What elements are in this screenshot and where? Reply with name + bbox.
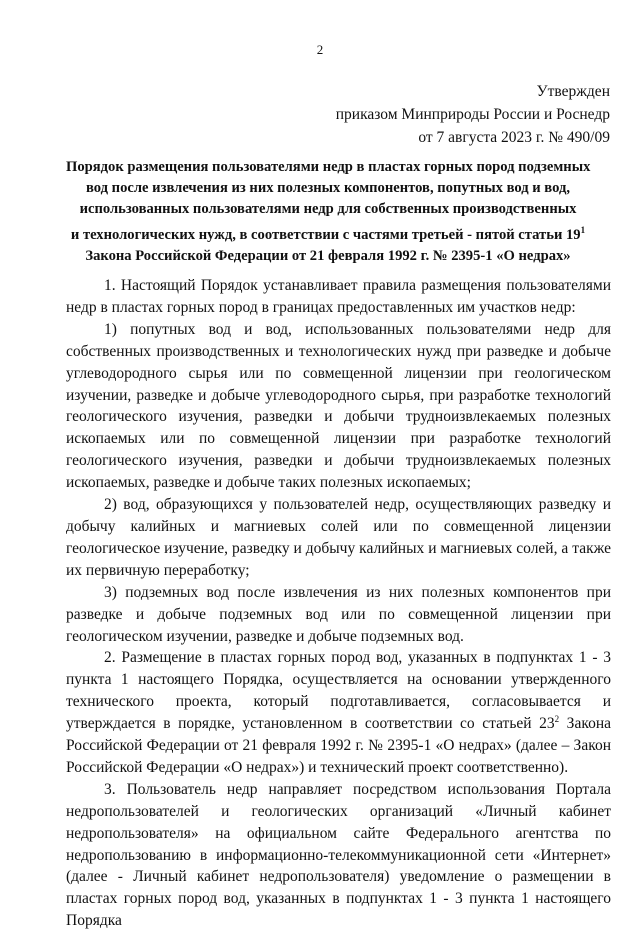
approval-line-2: приказом Минприроды России и Роснедр — [335, 106, 610, 123]
title-line-2: вод после извлечения из них полезных компонентов, попутных вод и вод, — [85, 180, 570, 196]
title-line-4 — [66, 220, 590, 246]
paragraph-2-superscript: 2 — [554, 714, 560, 725]
paragraph-1: 1. Настоящий Порядок устанавливает правила размещения пользователями недр в пластах горных пород в границах предоставленных им участков недр: — [66, 277, 611, 316]
paragraph-2-text-b: Закона Российской Федерации от 21 февраля 1992 г. № 2395-1 «О недрах» (далее – Закон Российской Федерации «О недрах») и технический проект соответственно). — [66, 715, 611, 776]
title-line-3: использованных пользователями недр для собственных производственных — [79, 201, 577, 217]
paragraph-3: 3. Пользователь недр направляет посредством использования Портала недропользователей и геологических организаций «Личный кабинет недропользователя» на официальном сайте Федерального агентства по недропользованию в информационно-телекоммуникационной сети «Интернет» (далее - Личный кабинет недропользователя) уведомление о размещении в пластах горных пород вод, указанных в подпунктах 1 - 3 пункта 1 настоящего Порядка — [66, 780, 611, 930]
paragraph-1-item-3: 3) подземных вод после извлечения из них полезных компонентов при разведке и добыче подземных вод или по совмещенной лицензии при геологическом изучении, разведке и добыче подземных вод. — [66, 583, 611, 645]
paragraph-2-text-a: 2. Размещение в пластах горных пород вод, указанных в подпунктах 1 - 3 пункта 1 настоящего Порядка, осуществляется на основании утвержденного технического проекта, который подготавливается, согласовывается и утверждается в порядке, установленном в соответствии со статьей 23 — [66, 649, 611, 733]
page-number: 2 — [316, 42, 324, 57]
document-title — [66, 157, 590, 267]
title-superscript: 1 — [580, 225, 586, 235]
title-line-5: Закона Российской Федерации от 21 февраля 1992 г. № 2395-1 «О недрах» — [85, 248, 571, 264]
paragraph-1-item-1: 1) попутных вод и вод, использованных пользователями недр для собственных производственных и технологических нужд при разведке и добыче углеводородного сырья или по совмещенной лицензии при геологическом изучении, разведке и добыче углеводородного сырья, при разработке технологий геологического изучения, разведки и добычи трудноизвлекаемых полезных ископаемых или по совмещенной лицензии при разработке технологий геологического изучения, разведки и добычи трудноизвлекаемых полезных ископаемых, разведке и добыче таких полезных ископаемых; — [66, 320, 611, 492]
approval-line-3: от 7 августа 2023 г. № 490/09 — [418, 129, 610, 146]
paragraph-2 — [66, 647, 611, 778]
approval-stamp — [336, 80, 610, 149]
document-body — [66, 275, 611, 932]
paragraph-1-item-2: 2) вод, образующихся у пользователей недр, осуществляющих разведку и добычу калийных и магниевых солей или по совмещенной лицензии геологическое изучение, разведку и добычу калийных и магниевых солей, а также их первичную переработку; — [66, 496, 611, 579]
title-line-1: Порядок размещения пользователями недр в пластах горных пород подземных — [66, 159, 591, 175]
title-line-4-text: и технологических нужд, в соответствии с частями третьей - пятой статьи 19 — [70, 227, 581, 243]
approval-line-1: Утвержден — [536, 83, 610, 100]
